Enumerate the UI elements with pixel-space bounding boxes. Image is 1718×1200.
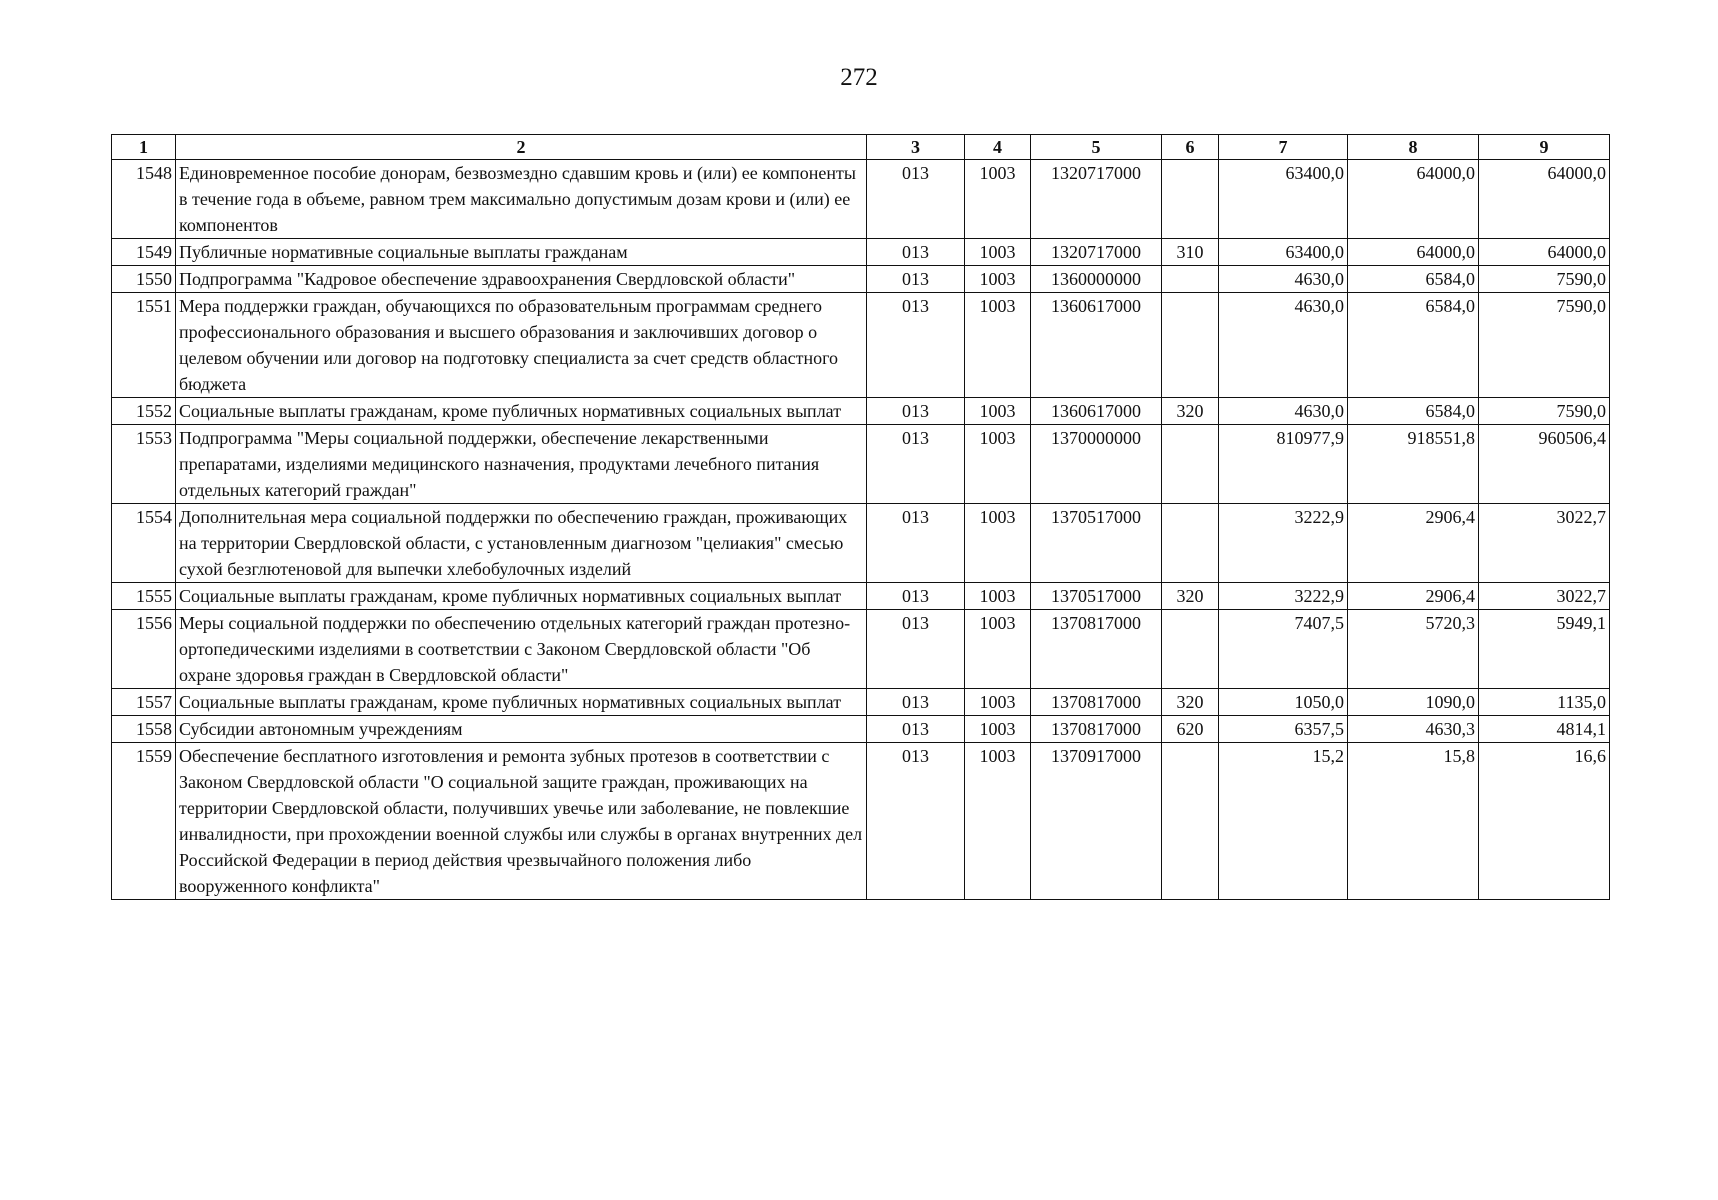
row-code-ministry: 013 (867, 239, 965, 266)
table-row (112, 689, 1610, 716)
row-amount-year-2: 5720,3 (1348, 610, 1479, 689)
row-code-ministry: 013 (867, 398, 965, 425)
row-description: Социальные выплаты гражданам, кроме публичных нормативных социальных выплат (176, 583, 867, 610)
row-code-expense-type: 320 (1162, 689, 1219, 716)
row-number: 1557 (112, 689, 176, 716)
row-description: Подпрограмма "Кадровое обеспечение здравоохранения Свердловской области" (176, 266, 867, 293)
row-code-section: 1003 (965, 293, 1031, 398)
table-row (112, 425, 1610, 504)
header-col-2: 2 (176, 135, 867, 160)
row-code-expense-type (1162, 266, 1219, 293)
table-row (112, 743, 1610, 900)
row-code-target: 1360617000 (1031, 293, 1162, 398)
table-row (112, 583, 1610, 610)
row-code-expense-type: 620 (1162, 716, 1219, 743)
row-amount-year-3: 64000,0 (1479, 160, 1610, 239)
row-amount-year-3: 7590,0 (1479, 293, 1610, 398)
row-code-ministry: 013 (867, 689, 965, 716)
row-amount-year-1: 4630,0 (1219, 266, 1348, 293)
row-code-expense-type (1162, 293, 1219, 398)
row-code-target: 1320717000 (1031, 239, 1162, 266)
row-number: 1559 (112, 743, 176, 900)
table-row (112, 266, 1610, 293)
row-amount-year-2: 6584,0 (1348, 266, 1479, 293)
row-code-target: 1370000000 (1031, 425, 1162, 504)
row-amount-year-1: 3222,9 (1219, 504, 1348, 583)
budget-table (111, 134, 1610, 900)
row-description: Дополнительная мера социальной поддержки по обеспечению граждан, проживающих на территории Свердловской области, с установленным диагнозом "целиакия" смесью сухой безглютеновой для выпечки хлебобулочных изделий (176, 504, 867, 583)
row-code-target: 1360617000 (1031, 398, 1162, 425)
row-amount-year-1: 810977,9 (1219, 425, 1348, 504)
row-code-expense-type: 310 (1162, 239, 1219, 266)
table-body (112, 160, 1610, 900)
row-amount-year-2: 64000,0 (1348, 239, 1479, 266)
row-amount-year-2: 4630,3 (1348, 716, 1479, 743)
row-amount-year-2: 64000,0 (1348, 160, 1479, 239)
row-amount-year-1: 4630,0 (1219, 293, 1348, 398)
header-row (112, 135, 1610, 160)
row-code-section: 1003 (965, 610, 1031, 689)
row-description: Субсидии автономным учреждениям (176, 716, 867, 743)
row-code-ministry: 013 (867, 160, 965, 239)
header-col-9: 9 (1479, 135, 1610, 160)
row-amount-year-3: 7590,0 (1479, 398, 1610, 425)
row-description: Обеспечение бесплатного изготовления и ремонта зубных протезов в соответствии с Законом Свердловской области "О социальной защите граждан, проживающих на территории Свердловской области, получивших увечье или заболевание, не повлекшие инвалидности, при прохождении военной службы или службы в органах внутренних дел Российской Федерации в период действия чрезвычайного положения либо вооруженного конфликта" (176, 743, 867, 900)
row-amount-year-1: 6357,5 (1219, 716, 1348, 743)
header-col-6: 6 (1162, 135, 1219, 160)
row-amount-year-3: 3022,7 (1479, 504, 1610, 583)
row-description: Публичные нормативные социальные выплаты гражданам (176, 239, 867, 266)
row-number: 1553 (112, 425, 176, 504)
row-code-expense-type (1162, 504, 1219, 583)
row-code-expense-type (1162, 425, 1219, 504)
row-description: Мера поддержки граждан, обучающихся по образовательным программам среднего профессионального образования и высшего образования и заключивших договор о целевом обучении или договор на подготовку специалиста за счет средств областного бюджета (176, 293, 867, 398)
row-code-ministry: 013 (867, 716, 965, 743)
row-code-ministry: 013 (867, 293, 965, 398)
row-code-expense-type: 320 (1162, 583, 1219, 610)
row-code-section: 1003 (965, 689, 1031, 716)
row-code-section: 1003 (965, 425, 1031, 504)
row-amount-year-3: 64000,0 (1479, 239, 1610, 266)
row-code-ministry: 013 (867, 504, 965, 583)
row-code-section: 1003 (965, 266, 1031, 293)
row-number: 1552 (112, 398, 176, 425)
row-amount-year-3: 3022,7 (1479, 583, 1610, 610)
row-amount-year-1: 63400,0 (1219, 160, 1348, 239)
header-col-3: 3 (867, 135, 965, 160)
row-description: Подпрограмма "Меры социальной поддержки, обеспечение лекарственными препаратами, изделиями медицинского назначения, продуктами лечебного питания отдельных категорий граждан" (176, 425, 867, 504)
header-col-5: 5 (1031, 135, 1162, 160)
row-amount-year-3: 16,6 (1479, 743, 1610, 900)
header-col-1: 1 (112, 135, 176, 160)
row-code-ministry: 013 (867, 610, 965, 689)
table-row (112, 239, 1610, 266)
row-amount-year-1: 7407,5 (1219, 610, 1348, 689)
row-description: Социальные выплаты гражданам, кроме публичных нормативных социальных выплат (176, 398, 867, 425)
row-code-ministry: 013 (867, 425, 965, 504)
row-amount-year-2: 6584,0 (1348, 398, 1479, 425)
header-col-7: 7 (1219, 135, 1348, 160)
row-code-expense-type (1162, 743, 1219, 900)
row-code-target: 1360000000 (1031, 266, 1162, 293)
row-amount-year-3: 960506,4 (1479, 425, 1610, 504)
row-number: 1558 (112, 716, 176, 743)
row-amount-year-2: 2906,4 (1348, 504, 1479, 583)
row-code-target: 1370817000 (1031, 610, 1162, 689)
row-code-section: 1003 (965, 160, 1031, 239)
row-code-target: 1320717000 (1031, 160, 1162, 239)
row-number: 1556 (112, 610, 176, 689)
row-amount-year-3: 1135,0 (1479, 689, 1610, 716)
row-amount-year-2: 2906,4 (1348, 583, 1479, 610)
row-number: 1550 (112, 266, 176, 293)
row-code-ministry: 013 (867, 266, 965, 293)
row-description: Социальные выплаты гражданам, кроме публичных нормативных социальных выплат (176, 689, 867, 716)
row-amount-year-1: 63400,0 (1219, 239, 1348, 266)
row-amount-year-1: 15,2 (1219, 743, 1348, 900)
page-number: 272 (840, 64, 878, 91)
row-code-section: 1003 (965, 716, 1031, 743)
row-code-section: 1003 (965, 743, 1031, 900)
row-code-target: 1370517000 (1031, 583, 1162, 610)
row-code-expense-type (1162, 160, 1219, 239)
table-row (112, 398, 1610, 425)
row-code-target: 1370817000 (1031, 716, 1162, 743)
row-description: Меры социальной поддержки по обеспечению отдельных категорий граждан протезно-ортопедическими изделиями в соответствии с Законом Свердловской области "Об охране здоровья граждан в Свердловской области" (176, 610, 867, 689)
row-code-expense-type (1162, 610, 1219, 689)
row-amount-year-1: 4630,0 (1219, 398, 1348, 425)
row-code-target: 1370517000 (1031, 504, 1162, 583)
row-code-section: 1003 (965, 504, 1031, 583)
row-amount-year-2: 1090,0 (1348, 689, 1479, 716)
row-amount-year-1: 1050,0 (1219, 689, 1348, 716)
row-amount-year-1: 3222,9 (1219, 583, 1348, 610)
table-row (112, 504, 1610, 583)
row-amount-year-3: 7590,0 (1479, 266, 1610, 293)
table-row (112, 716, 1610, 743)
header-col-4: 4 (965, 135, 1031, 160)
row-number: 1548 (112, 160, 176, 239)
row-amount-year-2: 6584,0 (1348, 293, 1479, 398)
row-number: 1549 (112, 239, 176, 266)
row-amount-year-3: 4814,1 (1479, 716, 1610, 743)
table-row (112, 160, 1610, 239)
row-code-section: 1003 (965, 583, 1031, 610)
row-description: Единовременное пособие донорам, безвозмездно сдавшим кровь и (или) ее компоненты в течение года в объеме, равном трем максимально допустимым дозам крови и (или) ее компонентов (176, 160, 867, 239)
row-code-ministry: 013 (867, 583, 965, 610)
row-code-section: 1003 (965, 239, 1031, 266)
header-col-8: 8 (1348, 135, 1479, 160)
table-row (112, 610, 1610, 689)
table-row (112, 293, 1610, 398)
row-code-section: 1003 (965, 398, 1031, 425)
row-code-target: 1370817000 (1031, 689, 1162, 716)
row-code-target: 1370917000 (1031, 743, 1162, 900)
row-code-ministry: 013 (867, 743, 965, 900)
row-amount-year-2: 918551,8 (1348, 425, 1479, 504)
row-code-expense-type: 320 (1162, 398, 1219, 425)
row-number: 1555 (112, 583, 176, 610)
row-number: 1551 (112, 293, 176, 398)
row-number: 1554 (112, 504, 176, 583)
row-amount-year-3: 5949,1 (1479, 610, 1610, 689)
row-amount-year-2: 15,8 (1348, 743, 1479, 900)
